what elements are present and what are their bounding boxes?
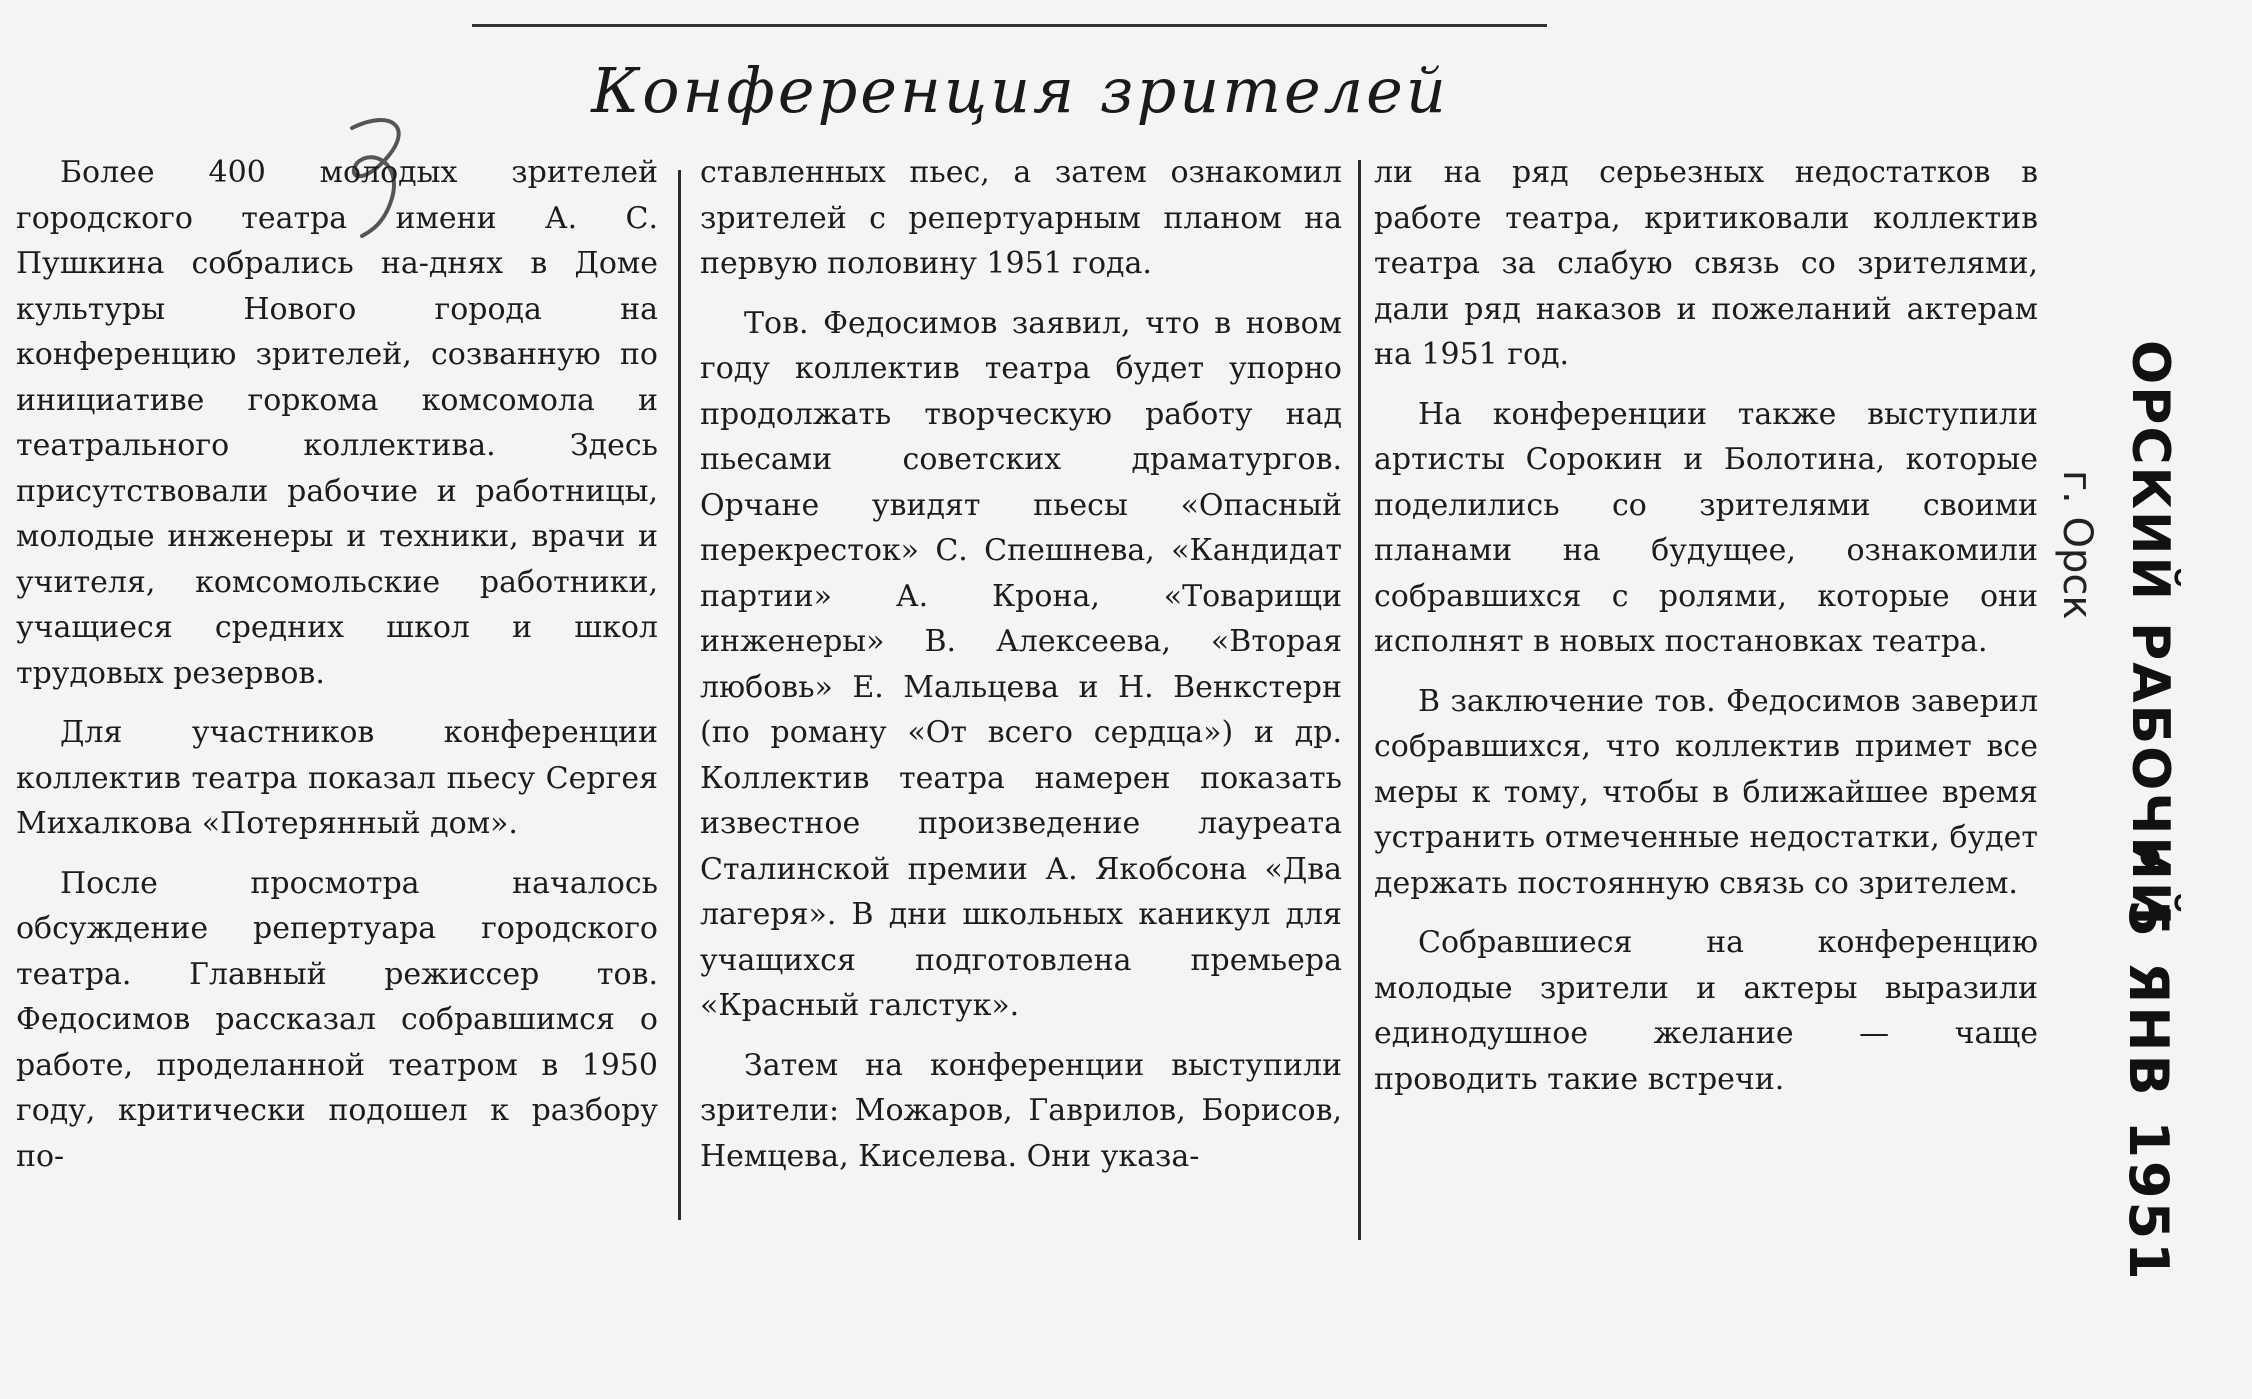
stamp-city: г. Орск <box>2054 470 2100 620</box>
article-paragraph: После просмотра началось обсуждение репертуара городского театра. Главный режиссер тов. Федосимов рассказал собравшимся о работе, проделанной театром в 1950 году, критически подошел к разбору по- <box>16 865 658 1174</box>
stamp-date: • 5 ЯНВ 1951 <box>2117 840 2180 1283</box>
article-paragraph: Затем на конференции выступили зрители: Можаров, Гаврилов, Борисов, Немцева, Киселева. Они указа- <box>700 1047 1342 1174</box>
top-rule <box>472 24 1547 27</box>
article-paragraph: На конференции также выступили артисты Сорокин и Болотина, которые поделились со зрителями своими планами на будущее, ознакомили собравшихся с ролями, которые они исполнят в новых постановках театра. <box>1374 396 2038 659</box>
article-paragraph: Тов. Федосимов заявил, что в новом году коллектив театра будет упорно продолжать творческую работу над пьесами советских драматургов. Орчане увидят пьесы «Опасный перекресток» С. Спешнева, «Кандидат партии» А. Крона, «Товарищи инженеры» В. Алексеева, «Вторая любовь» Е. Мальцева и Н. Венкстерн (по роману «От всего сердца») и др. Коллектив театра намерен показать известное произведение лауреата Сталинской премии А. Якобсона «Два лагеря». В дни школьных каникул для учащихся подготовлена премьера «Красный галстук». <box>700 305 1342 1023</box>
article-column-3 <box>1374 150 2038 1116</box>
article-paragraph: ли на ряд серьезных недостатков в работе театра, критиковали коллектив театра за слабую связь со зрителями, дали ряд наказов и пожеланий актерам на 1951 год. <box>1374 155 2038 372</box>
article-paragraph: Для участников конференции коллектив театра показал пьесу Сергея Михалкова «Потерянный дом». <box>16 715 658 841</box>
article-column-1 <box>16 150 658 1193</box>
column-divider <box>1358 160 1361 1240</box>
article-paragraph: ставленных пьес, а затем ознакомил зрителей с репертуарным планом на первую половину 1951 года. <box>700 155 1342 281</box>
article-paragraph: В заключение тов. Федосимов заверил собравшихся, что коллектив примет все меры к тому, чтобы в ближайшее время устранить отмеченные недостатки, будет держать постоянную связь со зрителем. <box>1374 683 2038 901</box>
column-divider <box>678 170 681 1220</box>
article-paragraph: Более 400 молодых зрителей городского театра имени А. С. Пушкина собрались на-днях в Доме культуры Нового города на конференцию зрителей, созванную по инициативе горкома комсомола и театрального коллектива. Здесь присутствовали рабочие и работницы, молодые инженеры и техники, врачи и учителя, комсомольские работники, учащиеся средних школ и школ трудовых резервов. <box>16 155 658 691</box>
article-headline: Конференция зрителей <box>591 54 1449 127</box>
article-column-2 <box>700 150 1342 1193</box>
article-paragraph: Собравшиеся на конференцию молодые зрители и актеры выразили единодушное желание — чаще проводить такие встречи. <box>1374 925 2038 1097</box>
stamp-newspaper-name: ОРСКИЙ РАБОЧИЙ <box>2120 340 2180 928</box>
